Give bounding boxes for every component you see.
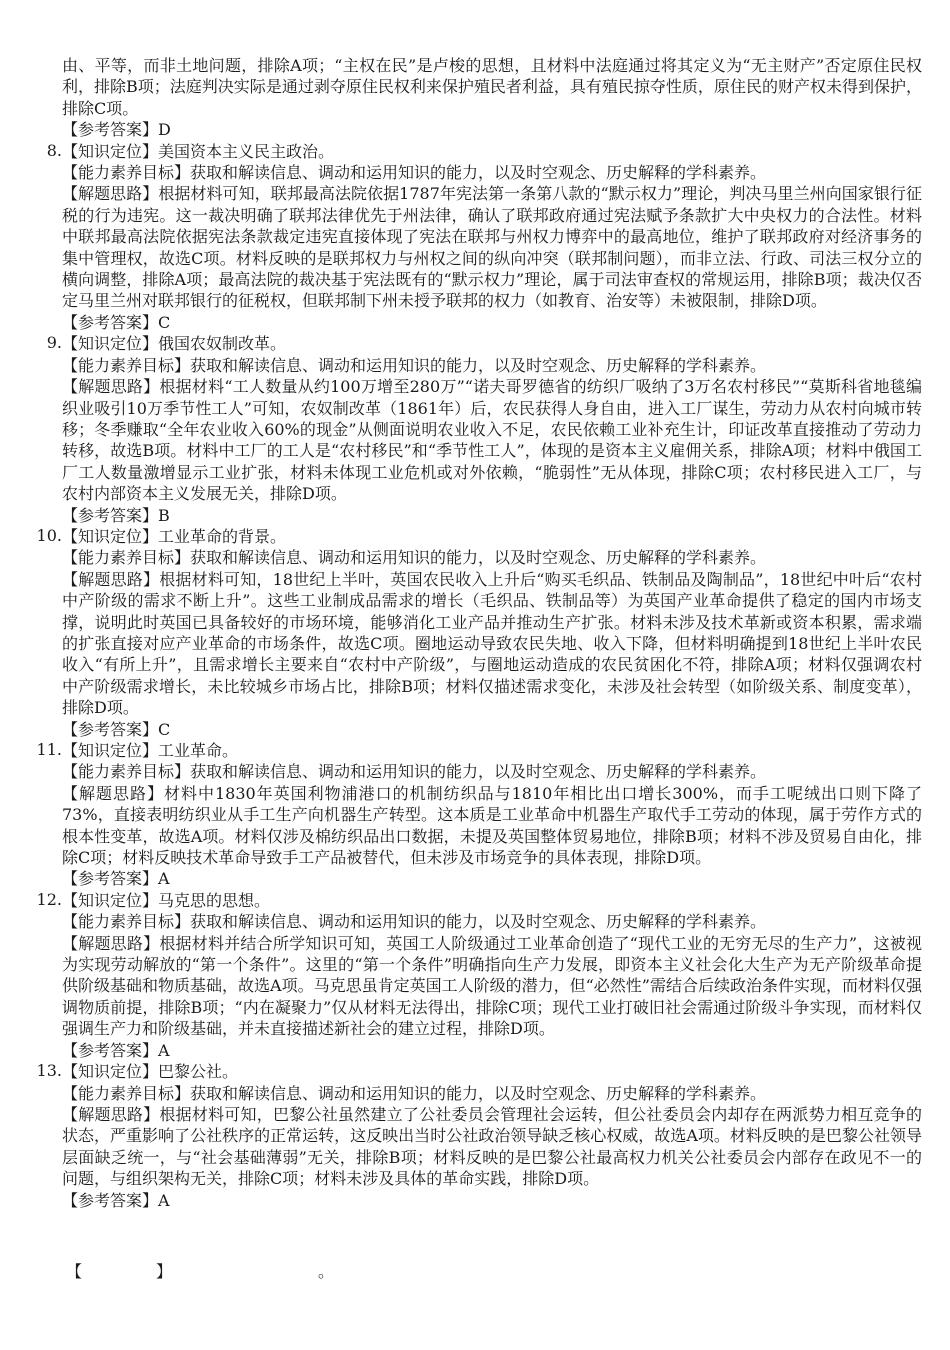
knowledge-point: 【知识定位】俄国农奴制改革。 (62, 334, 287, 354)
knowledge-point: 【知识定位】马克思的思想。 (62, 890, 271, 910)
ability-goal: 【能力素养目标】获取和解读信息、调动和运用知识的能力，以及时空观念、历史解释的学科素养。 (62, 1083, 767, 1103)
question-number: 10. (36, 525, 62, 545)
solution-idea: 【解题思路】根据材料“工人数量从约100万增至280万”“诺夫哥罗德省的纺织厂吸纳了3万名农村移民”“莫斯科省地毯编织业吸引10万季节性工人”可知，农奴制改革（1861年）后，农民获得人身自由，进入工厂谋生，劳动力从农村向城市转移；冬季赚取“全年农业收入60%的现金”从侧面说明农业收入不足，农民依赖工业补充生计，印证改革直接推动了劳动力转移，故选B项。材料中工厂的工人是“农村移民”和“季节性工人”，体现的是资本主义雇佣关系，排除A项；材料中俄国工厂工人数量激增显示工业扩张，材料未体现工业危机或对外依赖，“脆弱性”无从体现，排除C项；农村移民进入工厂，与农村内部资本主义发展无关，排除D项。 (62, 377, 922, 504)
question-number: 8. (46, 140, 62, 160)
question-11 (36, 740, 922, 890)
question-number: 11. (36, 740, 62, 759)
reference-answer: 【参考答案】C (62, 312, 171, 332)
knowledge-point: 【知识定位】美国资本主义民主政治。 (62, 141, 335, 161)
ability-goal: 【能力素养目标】获取和解读信息、调动和运用知识的能力，以及时空观念、历史解释的学科素养。 (62, 762, 767, 782)
reference-answer: 【参考答案】A (62, 869, 170, 889)
knowledge-point: 【知识定位】工业革命的背景。 (62, 526, 287, 546)
trailing-dot: 。 (318, 1262, 335, 1281)
ability-goal: 【能力素养目标】获取和解读信息、调动和运用知识的能力，以及时空观念、历史解释的学科素养。 (62, 355, 767, 375)
reference-answer: 【参考答案】A (62, 1040, 170, 1060)
trailing-empty-bracket (66, 1259, 334, 1282)
knowledge-point: 【知识定位】工业革命。 (62, 741, 239, 760)
solution-idea: 【解题思路】根据材料并结合所学知识可知，英国工人阶级通过工业革命创造了“现代工业的无穷无尽的生产力”，这被视为实现劳动解放的“第一个条件”。这里的“第一个条件”明确指向生产力发展，即资本主义社会化大生产为无产阶级革命提供阶级基础和物质基础，故选A项。马克思虽肯定英国工人阶级的潜力，但“必然性”需结合后续政治条件实现，而材料仅强调物质前提，排除B项；“内在凝聚力”仅从材料无法得出，排除C项；现代工业打破旧社会需通过阶级斗争实现，而材料仅强调生产力和阶级基础，并未直接描述新社会的建立过程，排除D项。 (62, 933, 922, 1039)
close-bracket: 】 (156, 1262, 173, 1281)
solution-idea: 【解题思路】根据材料可知，巴黎公社虽然建立了公社委员会管理社会运转，但公社委员会内却存在两派势力相互竞争的状态，严重影响了公社秩序的正常运转，这反映出当时公社政治领导缺乏核心权威，故选A项。材料反映的是巴黎公社领导层面缺乏统一，与“社会基础薄弱”无关，排除B项；材料反映的是巴黎公社最高权力机关公社委员会内部存在政见不一的问题，与组织架构无关，排除C项；材料未涉及具体的革命实践，排除D项。 (62, 1104, 922, 1189)
question-number: 9. (46, 333, 62, 353)
reference-answer: 【参考答案】D (62, 120, 171, 140)
ability-goal: 【能力素养目标】获取和解读信息、调动和运用知识的能力，以及时空观念、历史解释的学科素养。 (62, 548, 767, 568)
reference-answer: 【参考答案】C (62, 719, 171, 739)
solution-idea: 【解题思路】根据材料可知，联邦最高法院依据1787年宪法第一条第八款的“默示权力”理论，判决马里兰州向国家银行征税的行为违宪。这一裁决明确了联邦法律优先于州法律，确认了联邦政府通过宪法赋予条款扩大中央权力的合法性。材料中联邦最高法院依据宪法条款裁定违宪直接体现了宪法在联邦与州权力博弈中的最高地位，维护了联邦政府对经济事务的集中管理权，故选C项。材料反映的是联邦权力与州权之间的纵向冲突（联邦制问题），而非立法、行政、司法三权分立的横向调整，排除A项；最高法院的裁决基于宪法既有的“默示权力”理论，属于司法审查权的常规运用，排除B项；裁决仅否定马里兰州对联邦银行的征税权，但联邦制下州未授予联邦的权力（如教育、治安等）未被限制，排除D项。 (62, 184, 922, 311)
question-9 (46, 333, 922, 526)
reference-answer: 【参考答案】A (62, 1190, 170, 1210)
question-12 (36, 889, 922, 1061)
question-number: 12. (36, 889, 62, 909)
ability-goal: 【能力素养目标】获取和解读信息、调动和运用知识的能力，以及时空观念、历史解释的学科素养。 (62, 163, 767, 183)
question-8 (46, 140, 922, 334)
question-10 (36, 525, 922, 740)
solution-idea: 【解题思路】材料中1830年英国利物浦港口的机制纺织品与1810年相比出口增长300%，而手工呢绒出口则下降了73%，直接表明纺织业从手工生产向机器生产转型。这本质是工业革命中机器生产取代手工劳动的体现，属于劳作方式的根本性变革，故选A项。材料仅涉及棉纺织品出口数据，未提及英国整体贸易地位，排除B项；材料不涉及贸易自由化，排除C项；材料反映技术革命导致手工产品被替代，但未涉及市场竞争的具体表现，排除D项。 (62, 783, 922, 868)
intro-paragraph: 由、平等，而非土地问题，排除A项；“主权在民”是卢梭的思想，且材料中法庭通过将其定义为“无主财产”否定原住民权利，排除B项；法庭判决实际是通过剥夺原住民权利来保护殖民者利益，具有殖民掠夺性质，原住民的财产权未得到保护，排除C项。 (62, 56, 922, 118)
intro-block (52, 55, 922, 141)
open-bracket: 【 (66, 1262, 83, 1281)
question-13 (36, 1061, 922, 1211)
knowledge-point: 【知识定位】巴黎公社。 (62, 1062, 239, 1082)
question-number: 13. (36, 1061, 62, 1081)
reference-answer: 【参考答案】B (62, 505, 170, 525)
ability-goal: 【能力素养目标】获取和解读信息、调动和运用知识的能力，以及时空观念、历史解释的学科素养。 (62, 912, 767, 932)
answer-page (36, 55, 922, 1211)
solution-idea: 【解题思路】根据材料可知，18世纪上半叶，英国农民收入上升后“购买毛织品、铁制品及陶制品”，18世纪中叶后“农村中产阶级的需求不断上升”。这些工业制成品需求的增长（毛织品、铁制品等）为英国产业革命提供了稳定的国内市场支撑，说明此时英国已具备较好的市场环境，能够消化工业产品并推动生产扩张。材料未涉及技术革新或资本积累，需求端的扩张直接对应产业革命的市场条件，故选C项。圈地运动导致农民失地、收入下降，但材料明确提到18世纪上半叶农民收入“有所上升”，且需求增长主要来自“农村中产阶级”，与圈地运动造成的农民贫困化不符，排除A项；材料仅强调农村中产阶级需求增长，未比较城乡市场占比，排除B项；材料仅描述需求变化，未涉及社会转型（如阶级关系、制度变革），排除D项。 (62, 569, 922, 718)
